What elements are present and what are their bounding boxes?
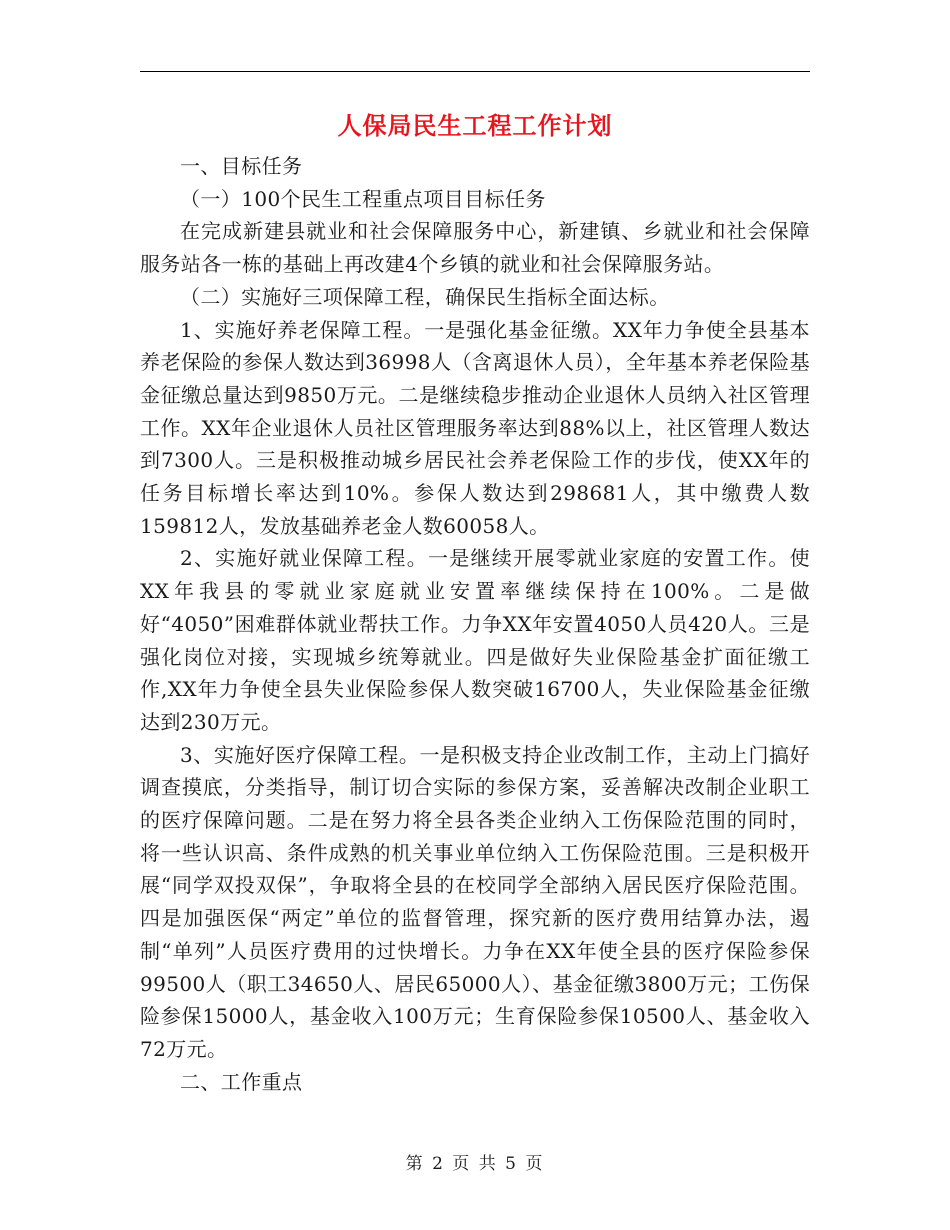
paragraph-employment: 2、实施好就业保障工程。一是继续开展零就业家庭的安置工作。使XX年我县的零就业家庭就业安置率继续保持在100%。二是做好“4050”困难群体就业帮扶工作。力争XX年安置4050人员420人。三是强化岗位对接，实现城乡统筹就业。四是做好失业保险基金扩面征缴工作,XX年力争使全县失业保险参保人数突破16700人，失业保险基金征缴达到230万元。 [140,546,810,734]
document-title: 人保局民生工程工作计划 [337,111,613,140]
subsection-heading-projects: （一）100个民生工程重点项目目标任务 [180,186,546,211]
page-number: 第 2 页 共 5 页 [405,1154,545,1174]
subsection-heading-three-projects: （二）实施好三项保障工程，确保民生指标全面达标。 [180,284,670,309]
section-heading-key-work: 二、工作重点 [180,1069,303,1094]
paragraph-service-centers: 在完成新建县就业和社会保障服务中心，新建镇、乡就业和社会保障服务站各一栋的基础上再改建4个乡镇的就业和社会保障服务站。 [140,219,810,277]
paragraph-medical: 3、实施好医疗保障工程。一是积极支持企业改制工作，主动上门搞好调查摸底，分类指导，制订切合实际的参保方案，妥善解决改制企业职工的医疗保障问题。二是在努力将全县各类企业纳入工伤保险范围的同时，将一些认识高、条件成熟的机关事业单位纳入工伤保险范围。三是积极开展“同学双投双保”，争取将全县的在校同学全部纳入居民医疗保险范围。四是加强医保“两定”单位的监督管理，探究新的医疗费用结算办法，遏制“单列”人员医疗费用的过快增长。力争在XX年使全县的医疗保险参保99500人（职工34650人、居民65000人）、基金征缴3800万元；工伤保险参保15000人，基金收入100万元；生育保险参保10500人、基金收入72万元。 [140,742,810,1061]
section-heading-goals: 一、目标任务 [180,154,303,178]
header-rule [140,71,810,72]
document-body [140,150,810,1098]
paragraph-pension: 1、实施好养老保障工程。一是强化基金征缴。XX年力争使全县基本养老保险的参保人数达到36998人（含离退休人员），全年基本养老保险基金征缴总量达到9850万元。二是继续稳步推动企业退休人员纳入社区管理工作。XX年企业退休人员社区管理服务率达到88%以上，社区管理人数达到7300人。三是积极推动城乡居民社会养老保险工作的步伐，使XX年的任务目标增长率达到10%。参保人数达到298681人，其中缴费人数159812人，发放基础养老金人数60058人。 [140,317,810,538]
